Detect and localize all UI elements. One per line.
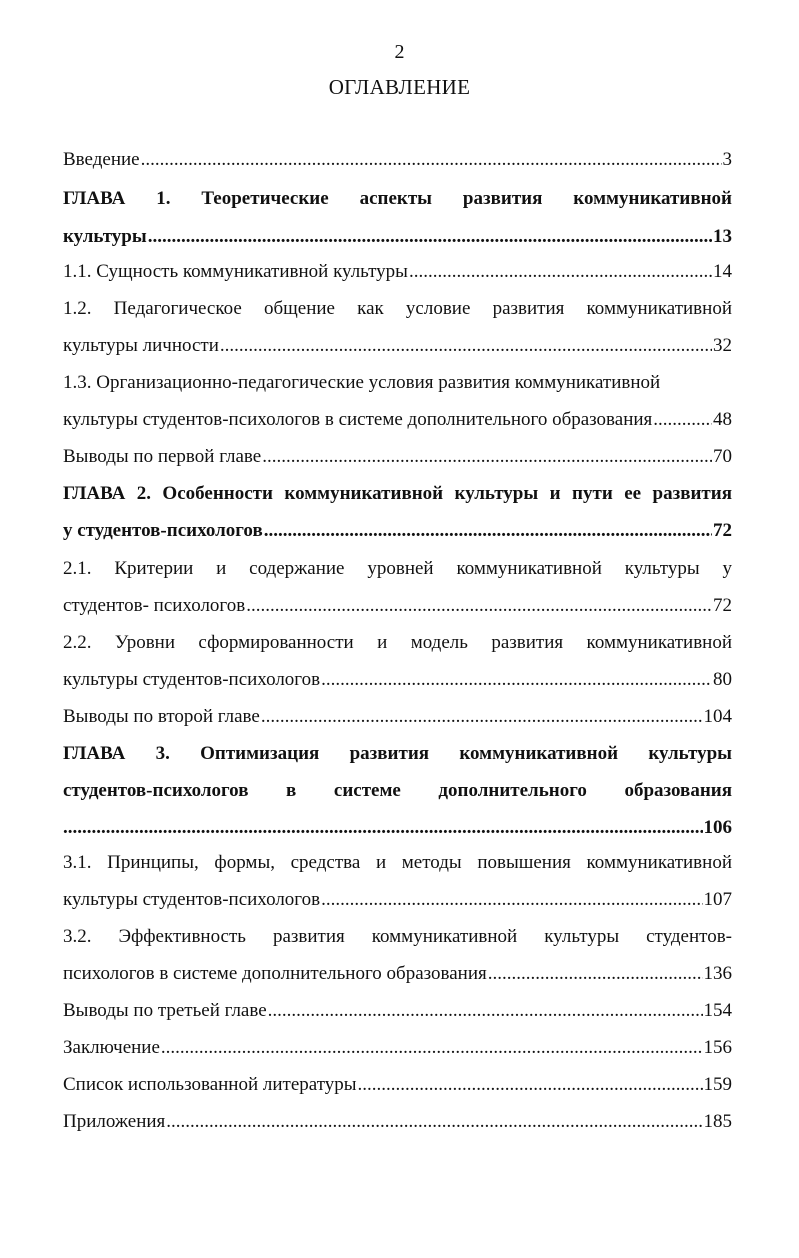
toc-label: культуры [63,226,147,247]
toc-chapter-3-title-line1: ГЛАВА 3. Оптимизация развития коммуникативной культуры [63,743,732,764]
toc-label: культуры студентов-психологов [63,889,321,910]
page-number: 2 [394,41,405,63]
toc-page: 106 [703,817,732,838]
dot-leader [148,225,712,249]
dot-leader [653,408,712,432]
page-title: ОГЛАВЛЕНИЕ [328,75,471,99]
toc-page: 154 [703,1000,732,1021]
toc-label: культуры студентов-психологов [63,669,321,690]
toc-label: Введение [63,149,140,170]
toc-page: 48 [713,409,732,430]
dot-leader [262,445,712,469]
toc-entry-conclusions-1 [63,445,732,471]
toc-page: 3 [722,149,732,170]
dot-leader [63,816,703,840]
toc-entry-2-1 [63,594,732,620]
toc-label: студентов- психологов [63,595,246,616]
toc-page: 107 [703,889,732,910]
toc-entry-references [63,1073,732,1099]
toc-entry-conclusion [63,1036,732,1062]
toc-entry-conclusions-2 [63,705,732,731]
toc-page: 70 [713,446,732,467]
toc-label: Приложения [63,1111,166,1132]
toc-label: Заключение [63,1037,160,1058]
toc-page: 13 [713,226,732,247]
toc-entry-1-1 [63,260,732,286]
toc-entry-intro [63,148,732,174]
dot-leader [161,1036,703,1060]
toc-label: Выводы по третьей главе [63,1000,267,1021]
dot-leader [264,519,712,543]
dot-leader [321,668,712,692]
toc-page: 156 [703,1037,732,1058]
toc-entry-2-2-title: 2.2. Уровни сформированности и модель развития коммуникативной [63,632,732,653]
dot-leader [268,999,703,1023]
dot-leader [261,705,703,729]
toc-page: 80 [713,669,732,690]
toc-entry-chapter-3 [63,816,732,842]
dot-leader [246,594,712,618]
toc-label: 1.1. Сущность коммуникативной культуры [63,261,408,282]
toc-entry-2-2 [63,668,732,694]
toc-label: культуры личности [63,335,219,356]
toc-entry-1-3-title [63,371,732,397]
toc-entry-3-2 [63,962,732,988]
toc-entry-chapter-2 [63,519,732,545]
toc-page: 136 [703,963,732,984]
toc-label: культуры студентов-психологов в системе дополнительного образования [63,409,653,430]
toc-entry-3-2-title: 3.2. Эффективность развития коммуникативной культуры студентов- [63,926,732,947]
dot-leader [409,260,712,284]
toc-entry-conclusions-3 [63,999,732,1025]
toc-chapter-3-title-line2: студентов-психологов в системе дополнительного образования [63,780,732,801]
dot-leader [358,1073,703,1097]
dot-leader [220,334,712,358]
toc-label: у студентов-психологов [63,520,263,541]
toc-entry-3-1-title: 3.1. Принципы, формы, средства и методы повышения коммуникативной [63,852,732,873]
toc-entry-3-1 [63,888,732,914]
toc-page: 185 [703,1111,732,1132]
toc-entry-appendix [63,1110,732,1136]
toc-entry-chapter-1 [63,225,732,251]
toc-page: 72 [713,595,732,616]
toc-page: 72 [713,520,732,541]
toc-entry-1-2 [63,334,732,360]
toc-page: 14 [713,261,732,282]
dot-leader [321,888,702,912]
toc-entry-1-2-title: 1.2. Педагогическое общение как условие развития коммуникативной [63,298,732,319]
toc-label: Выводы по второй главе [63,706,260,727]
toc-chapter-2-title: ГЛАВА 2. Особенности коммуникативной культуры и пути ее развития [63,483,732,504]
toc-page: 104 [703,706,732,727]
toc-label: Выводы по первой главе [63,446,262,467]
toc-entry-2-1-title: 2.1. Критерии и содержание уровней коммуникативной культуры у [63,558,732,579]
dot-leader [141,148,722,172]
dot-leader [166,1110,702,1134]
toc-page: 32 [713,335,732,356]
toc-page: 159 [703,1074,732,1095]
toc-entry-1-3 [63,408,732,434]
toc-label: Список использованной литературы [63,1074,357,1095]
dot-leader [488,962,703,986]
toc-label: психологов в системе дополнительного образования [63,963,487,984]
toc-label: 1.3. Организационно-педагогические условия развития коммуникативной [63,372,661,393]
toc-chapter-1-title: ГЛАВА 1. Теоретические аспекты развития коммуникативной [63,188,732,209]
